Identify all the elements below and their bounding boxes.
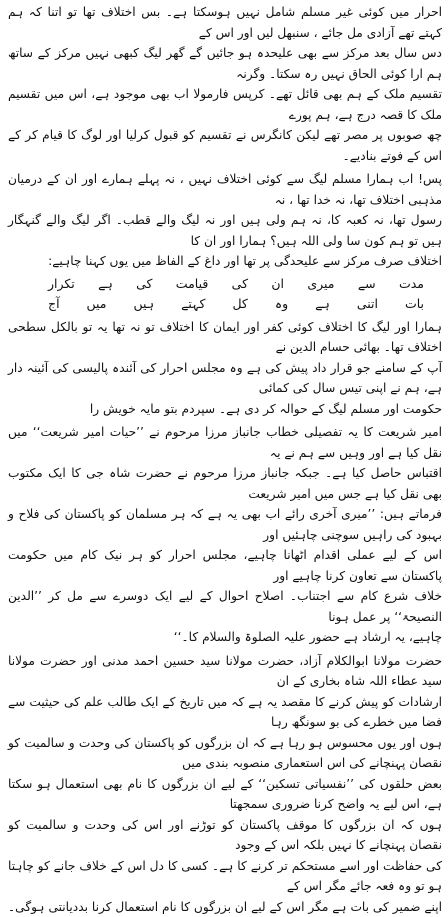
text-line: اس کے لیے عملی اقدام اٹھانا چاہیے، مجلس احرار کو ہر نیک کام میں حکومت پاکستان سے تعاون کرنا چاہیے اور [8, 545, 442, 586]
text-line: اپنے ضمیر کی بات ہے مگر اس کے لیے ان بزرگوں کا نام استعمال کرنا بددیانتی ہوگی۔ [8, 897, 442, 917]
paragraph-3 [8, 317, 442, 420]
text-line: امیر شریعت کا یہ تفصیلی خطاب جانباز مرزا مرحوم نے ’’حیات امیر شریعت‘‘ میں نقل کیا ہے اور وہیں سے ہم نے یہ [8, 422, 442, 463]
text-line: کی حفاظت اور اسے مستحکم تر کرنے کا ہے۔ کسی کا دل اس کے خلاف جانے کو چاہتا ہو تو وہ فعہ جائے مگر اس کے [8, 856, 442, 897]
paragraph-1 [8, 2, 442, 166]
couplet-line-1: مدت سے میری ان کی قیامت کی ہے تکرار [8, 274, 442, 294]
text-line: حکومت اور مسلم لیگ کے حوالہ کر دی ہے۔ سپردم بتو مایہ خویش را [8, 399, 442, 420]
text-line: بعض حلقوں کی ’’نفسیاتی تسکین‘‘ کے لیے ان بزرگوں کا نام بھی استعمال ہو سکتا ہے، اس لیے یہ واضح کرنا ضروری سمجھتا [8, 774, 442, 815]
text-line: حضرت مولانا ابوالکلام آزاد، حضرت مولانا سید حسین احمد مدنی اور حضرت مولانا سید عطاء اللہ شاہ بخاری کے ان [8, 651, 442, 692]
paragraph-5 [8, 651, 442, 917]
text-line: چھ صوبوں پر مصر تھے لیکن کانگرس نے تقسیم کو قبول کرلیا اور لوگ کا قیام کر کے اس کے فوتے بنادیے۔ [8, 125, 442, 166]
text-line: پس! اب ہمارا مسلم لیگ سے کوئی اختلاف نہیں ، نہ پہلے ہمارے اور ان کے درمیان مذہبی اختلاف تھا، نہ خدا تھا ، نہ [8, 169, 442, 210]
text-line: آپ کے سامنے جو قرار داد پیش کی ہے وہ مجلس احرار کی آئندہ پالیسی کی آئینہ دار ہے، ہم نے اپنی تیس سال کی کمائی [8, 358, 442, 399]
text-line: رسول تھا، نہ کعبہ کا، نہ ہم ولی ہیں اور نہ لیگ والے قطب۔ اگر لیگ والے گنہگار ہیں تو ہم کون سا ولی اللہ ہیں؟ ہمارا اور ان کا [8, 210, 442, 251]
text-line: اختلاف صرف مرکز سے علیحدگی پر تھا اور داغ کے الفاظ میں یوں کہنا چاہیے: [8, 251, 442, 272]
poetry-couplet [8, 274, 442, 314]
text-line: ارشادات کو پیش کرنے کا مقصد یہ ہے کہ میں تاریخ کے ایک طالب علم کی حیثیت سے فضا میں خطرے کی بو سونگھ رہا [8, 692, 442, 733]
text-line: تقسیم ملک کے ہم بھی قائل تھے۔ کرپس فارمولا اب بھی موجود ہے، اس میں تقسیم ملک کا قصہ درج ہے، ہم پورے [8, 84, 442, 125]
couplet-line-2: بات اتنی ہے وہ کل کہتے ہیں میں آج [8, 294, 442, 314]
text-line: ہوں کہ ان بزرگوں کا موقف پاکستان کو توڑنے اور اس کی وحدت و سالمیت کو نقصان پہنچانے کا نہیں بلکہ اس کے وجود [8, 815, 442, 856]
paragraph-4 [8, 422, 442, 648]
paragraph-2 [8, 169, 442, 272]
text-line: اقتباس حاصل کیا ہے۔ جبکہ جانباز مرزا مرحوم نے حضرت شاہ جی کا ایک مکتوب بھی نقل کیا ہے جس میں امیر شریعت [8, 463, 442, 504]
text-line: ہمارا اور لیگ کا اختلاف کوئی کفر اور ایمان کا اختلاف تو نہ تھا یہ تو بالکل سطحی اختلاف تھا۔ بھائی حسام الدین نے [8, 317, 442, 358]
text-line: ہوں اور یوں محسوس ہو رہا ہے کہ ان بزرگوں کو پاکستان کی وحدت و سالمیت کو نقصان پہنچانے کی اس استعماری منصوبہ بندی میں [8, 733, 442, 774]
text-line: احرار میں کوئی غیر مسلم شامل نہیں ہوسکتا ہے۔ بس اختلاف تھا تو اتنا کہ ہم کہتے تھے آزادی مل جائے ، سنبھل لیں اور اس کے [8, 2, 442, 43]
text-line: خلاف شرع کام سے اجتناب۔ اصلاح احوال کے لیے ایک دوسرے سے مل کر ’’الدین النصیحۃ‘‘ پر عمل ہونا [8, 586, 442, 627]
text-line: فرماتے ہیں: ’’میری آخری رائے اب بھی یہ ہے کہ ہر مسلمان کو پاکستان کی فلاح و بہبود کی راہیں سوچنی چاہئیں اور [8, 504, 442, 545]
text-line: دس سال بعد مرکز سے بھی علیحدہ ہو جائیں گے گھر لیگ کبھی نہیں مرکز کے ساتھ ہم ارا کوئی الحاق نہیں رہ سکتا۔ وگرنہ [8, 43, 442, 84]
text-line: چاہیے، یہ ارشاد ہے حضور علیہ الصلوۃ والسلام کا۔‘‘ [8, 627, 442, 648]
